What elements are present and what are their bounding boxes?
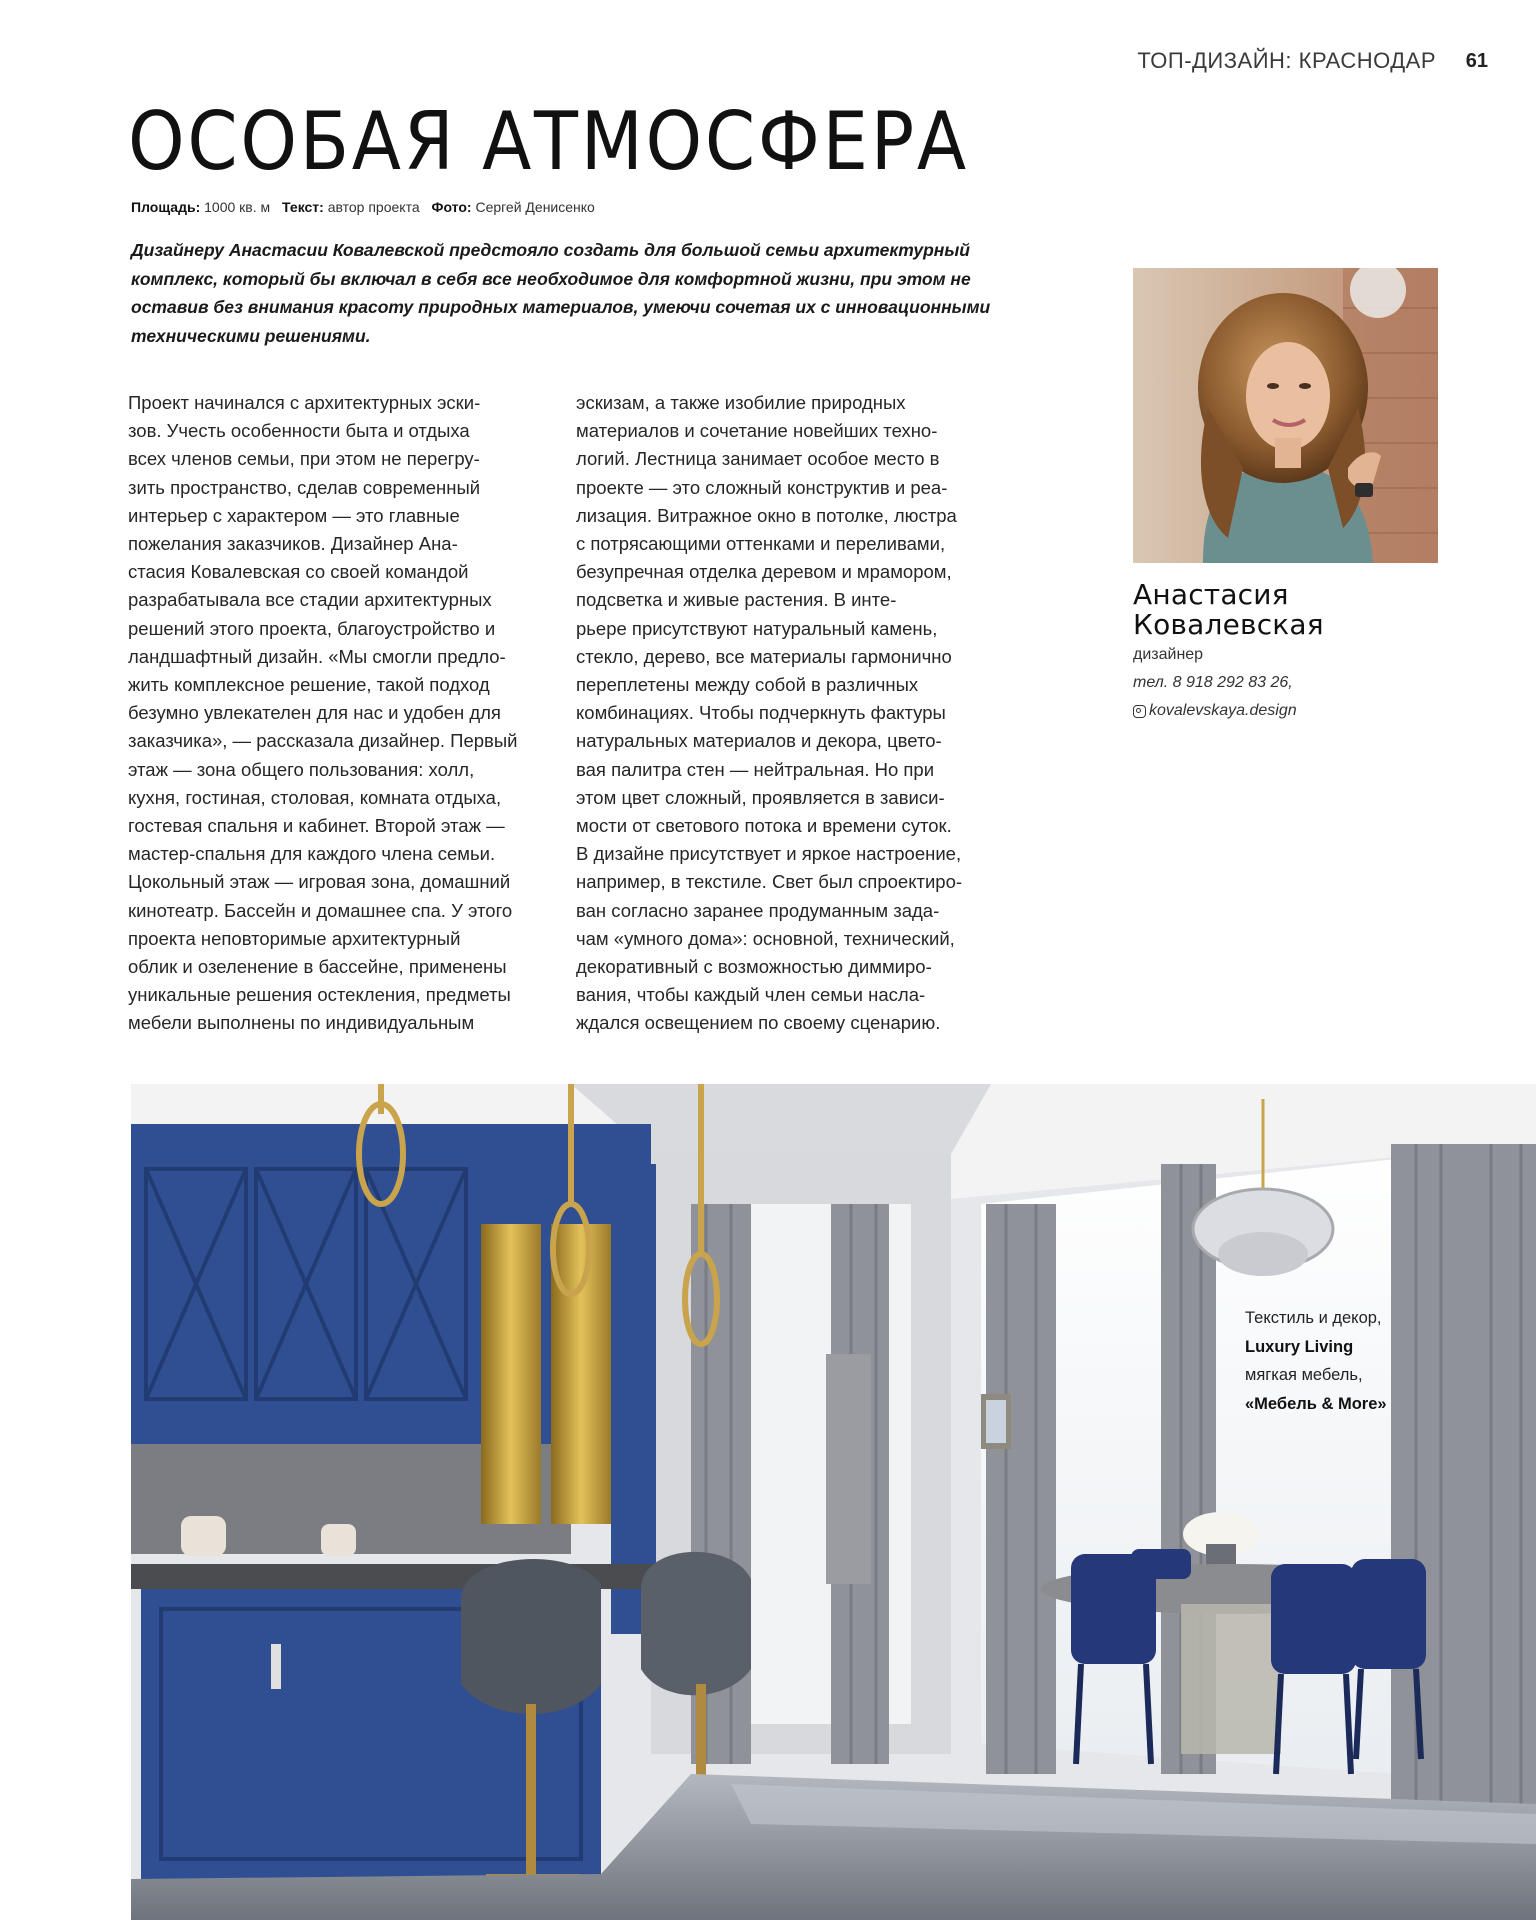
column1-line: гостевая спальня и кабинет. Второй этаж — <box>128 815 505 837</box>
column1-line: облик и озеленение в бассейне, применены <box>128 956 507 978</box>
photo-caption <box>1245 1304 1387 1418</box>
column1-line: стасия Ковалевская со своей командой <box>128 561 469 583</box>
page-number: 61 <box>1465 50 1488 72</box>
body-column-1 <box>128 389 518 1038</box>
column2-line: декоративный с возможностью диммиро- <box>576 956 932 978</box>
caption-line-3: мягкая мебель, <box>1245 1366 1363 1384</box>
text-label: Текст: <box>282 199 324 215</box>
column1-line: проекта неповторимые архитектурный <box>128 927 461 949</box>
column2-line: рьере присутствуют натуральный камень, <box>576 617 938 639</box>
column2-line: этом цвет сложный, проявляется в зависи- <box>576 786 945 808</box>
designer-name <box>1133 580 1324 640</box>
text-value: автор проекта <box>327 199 420 215</box>
caption-line-1: Текстиль и декор, <box>1245 1309 1382 1327</box>
column2-line: стекло, дерево, все материалы гармонично <box>576 645 952 667</box>
column1-line: мастер-спальня для каждого члена семьи. <box>128 843 496 865</box>
column2-line: В дизайне присутствует и яркое настроение, <box>576 843 962 865</box>
column1-line: этаж — зона общего пользования: холл, <box>128 758 475 780</box>
caption-brand-1: Luxury Living <box>1245 1337 1354 1356</box>
designer-portrait <box>1133 268 1438 563</box>
column2-line: ван согласно заранее продуманным зада- <box>576 899 940 921</box>
instagram-icon <box>1133 705 1146 718</box>
column2-line: с потрясающими оттенками и переливами, <box>576 533 946 555</box>
photo-label: Фото: <box>431 199 472 215</box>
column1-line: интерьер с характером — это главные <box>128 504 460 526</box>
column2-line: мости от светового потока и времени суток. <box>576 815 952 837</box>
column2-line: эскизам, а также изобилие природных <box>576 392 906 413</box>
column2-line: безупречная отделка деревом и мрамором, <box>576 561 952 583</box>
column2-line: логий. Лестница занимает особое место в <box>576 448 940 470</box>
column2-line: вания, чтобы каждый член семьи насла- <box>576 984 926 1006</box>
column2-line: материалов и сочетание новейших техно- <box>576 420 938 442</box>
portrait-image <box>1133 268 1438 563</box>
column1-line: кухня, гостиная, столовая, комната отдыха, <box>128 786 502 808</box>
column1-line: кинотеатр. Бассейн и домашнее спа. У этого <box>128 899 513 921</box>
column1-line: заказчика», — рассказала дизайнер. Первый <box>128 730 518 752</box>
column1-line: жить комплексное решение, такой подход <box>128 674 490 696</box>
photo-value: Сергей Денисенко <box>475 199 595 215</box>
section-title: ТОП-ДИЗАЙН: КРАСНОДАР <box>1137 48 1436 73</box>
column2-line: переплетены между собой в различных <box>576 674 919 696</box>
column2-line: например, в текстиле. Свет был спроектиро- <box>576 871 963 893</box>
column1-line: пожелания заказчиков. Дизайнер Ана- <box>128 533 458 555</box>
designer-role: дизайнер <box>1133 646 1204 663</box>
column1-line: ландшафтный дизайн. «Мы смогли предло- <box>128 645 506 667</box>
designer-phone: тел. 8 918 292 83 26, <box>1133 674 1293 691</box>
area-value: 1000 кв. м <box>204 199 271 215</box>
column2-line: подсветка и живые растения. В инте- <box>576 589 897 611</box>
interior-image <box>131 1084 1536 1920</box>
column1-line: разрабатывала все стадии архитектурных <box>128 589 492 611</box>
lead-paragraph: Дизайнеру Анастасии Ковалевской предстояло создать для большой семьи архитектурный комплекс, который бы включал в себя все необходимое для комфортной жизни, при этом не оставив без внимания красоту природных материалов, умеючи сочетая их с инновационными техническими решениями. <box>131 240 991 346</box>
column1-line: всех членов семьи, при этом не перегру- <box>128 448 480 470</box>
column2-line: комбинациях. Чтобы подчеркнуть фактуры <box>576 702 946 724</box>
area-label: Площадь: <box>131 199 201 215</box>
column2-line: натуральных материалов и декора, цвето- <box>576 730 942 752</box>
column1-line: уникальные решения остекления, предметы <box>128 984 511 1006</box>
column1-line: решений этого проекта, благоустройство и <box>128 617 496 639</box>
column2-line: чам «умного дома»: основной, технический, <box>576 927 955 949</box>
column1-line: Проект начинался с архитектурных эски- <box>128 392 481 413</box>
designer-first-name: Анастасия <box>1133 578 1289 611</box>
credits-line <box>131 199 595 215</box>
column1-line: мебели выполнены по индивидуальным <box>128 1012 475 1034</box>
column2-line: лизация. Витражное окно в потолке, люстра <box>576 504 957 526</box>
column2-line: проекте — это сложный конструктив и реа- <box>576 476 948 498</box>
article-title: ОСОБАЯ АТМОСФЕРА <box>128 95 969 188</box>
instagram-handle: kovalevskaya.design <box>1149 702 1297 719</box>
designer-instagram[interactable] <box>1133 702 1297 720</box>
interior-photo <box>131 1084 1536 1920</box>
column1-line: Цокольный этаж — игровая зона, домашний <box>128 871 511 893</box>
column1-line: зов. Учесть особенности быта и отдыха <box>128 420 470 442</box>
designer-last-name: Ковалевская <box>1133 608 1324 641</box>
column1-line: зить пространство, сделав современный <box>128 476 481 498</box>
column2-line: вая палитра стен — нейтральная. Но при <box>576 758 935 780</box>
column1-line: безумно увлекателен для нас и удобен для <box>128 702 501 724</box>
body-column-2 <box>576 389 962 1038</box>
caption-brand-2: «Мебель & More» <box>1245 1394 1387 1413</box>
column2-line: ждался освещением по своему сценарию. <box>576 1012 941 1034</box>
